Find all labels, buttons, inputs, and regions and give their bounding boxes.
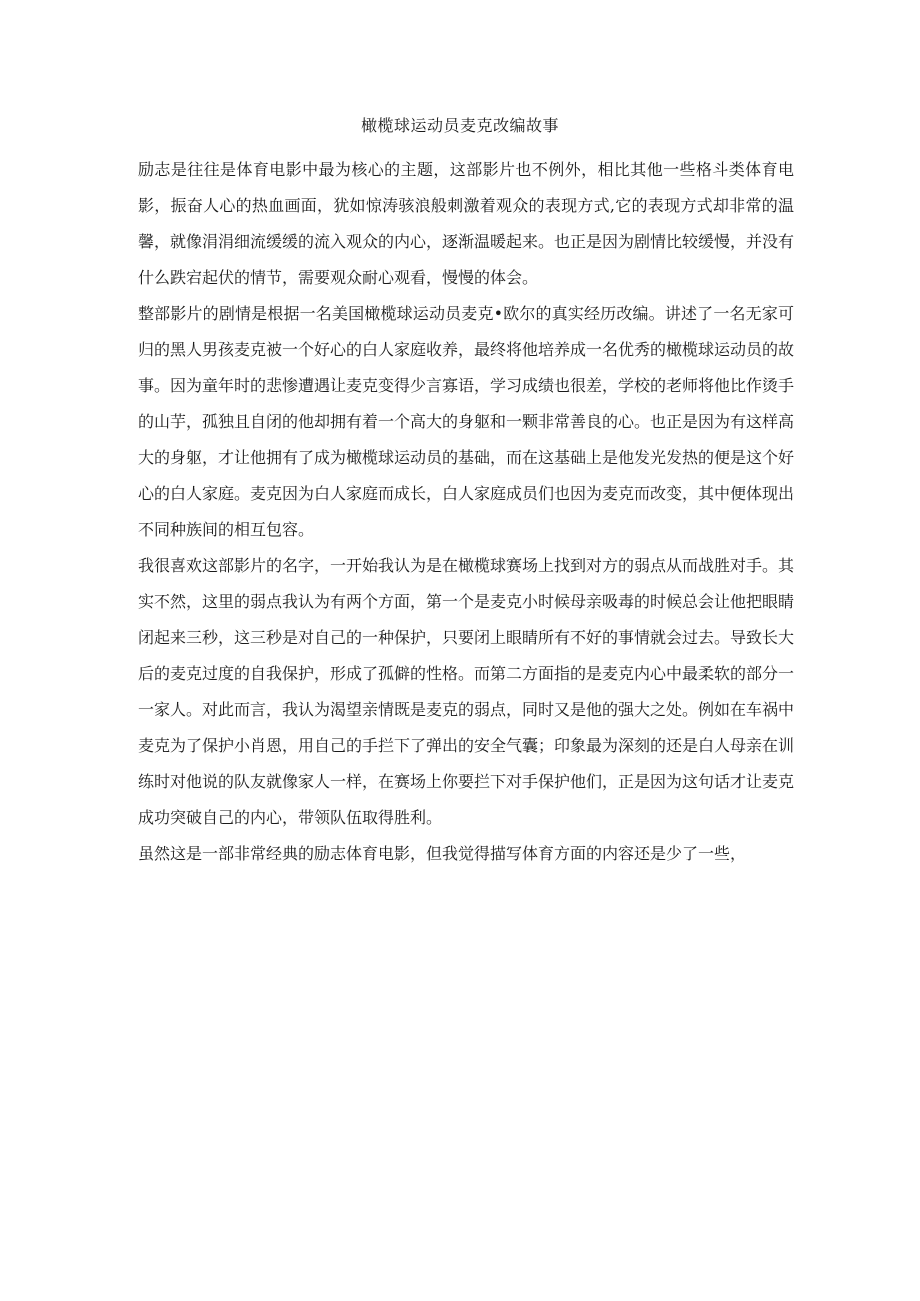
paragraph-4: 虽然这是一部非常经典的励志体育电影，但我觉得描写体育方面的内容还是少了一些， (138, 844, 747, 863)
paragraph-3: 我很喜欢这部影片的名字，一开始我认为是在橄榄球赛场上找到对方的弱点从而战胜对手。其实不然，这里的弱点我认为有两个方面，第一个是麦克小时候母亲吸毒的时候总会让他把眼睛闭起来三秒，这三秒是对自己的一种保护，只要闭上眼睛所有不好的事情就会过去。导致长大后的麦克过度的自我保护，形成了孤僻的性格。而第二方面指的是麦克内心中最柔软的部分一一家人。对此而言，我认为渴望亲情既是麦克的弱点，同时又是他的强大之处。例如在车祸中麦克为了保护小肖恩，用自己的手拦下了弹出的安全气囊；印象最为深刻的还是白人母亲在训练时对他说的队友就像家人一样，在赛场上你要拦下对手保护他们，正是因为这句话才让麦克成功突破自己的内心，带领队伍取得胜利。 (138, 556, 795, 827)
document-title: 橄榄球运动员麦克改编故事 (360, 116, 559, 135)
paragraph-2: 整部影片的剧情是根据一名美国橄榄球运动员麦克•欧尔的真实经历改编。讲述了一名无家可归的黑人男孩麦克被一个好心的白人家庭收养，最终将他培养成一名优秀的橄榄球运动员的故事。因为童年时的悲惨遭遇让麦克变得少言寡语，学习成绩也很差，学校的老师将他比作烫手的山芋，孤独且自闭的他却拥有着一个高大的身躯和一颗非常善良的心。也正是因为有这样高大的身躯，才让他拥有了成为橄榄球运动员的基础，而在这基础上是他发光发热的便是这个好心的白人家庭。麦克因为白人家庭而成长，白人家庭成员们也因为麦克而改变，其中便体现出不同种族间的相互包容。 (138, 304, 795, 539)
document-body (138, 152, 794, 872)
paragraph-1: 励志是往往是体育电影中最为核心的主题，这部影片也不例外，相比其他一些格斗类体育电影，振奋人心的热血画面，犹如惊涛骇浪般刺激着观众的表现方式,它的表现方式却非常的温馨，就像涓涓细流缓缓的流入观众的内心，逐渐温暖起来。也正是因为剧情比较缓慢，并没有什么跌宕起伏的情节，需要观众耐心观看，慢慢的体会。 (138, 160, 795, 287)
